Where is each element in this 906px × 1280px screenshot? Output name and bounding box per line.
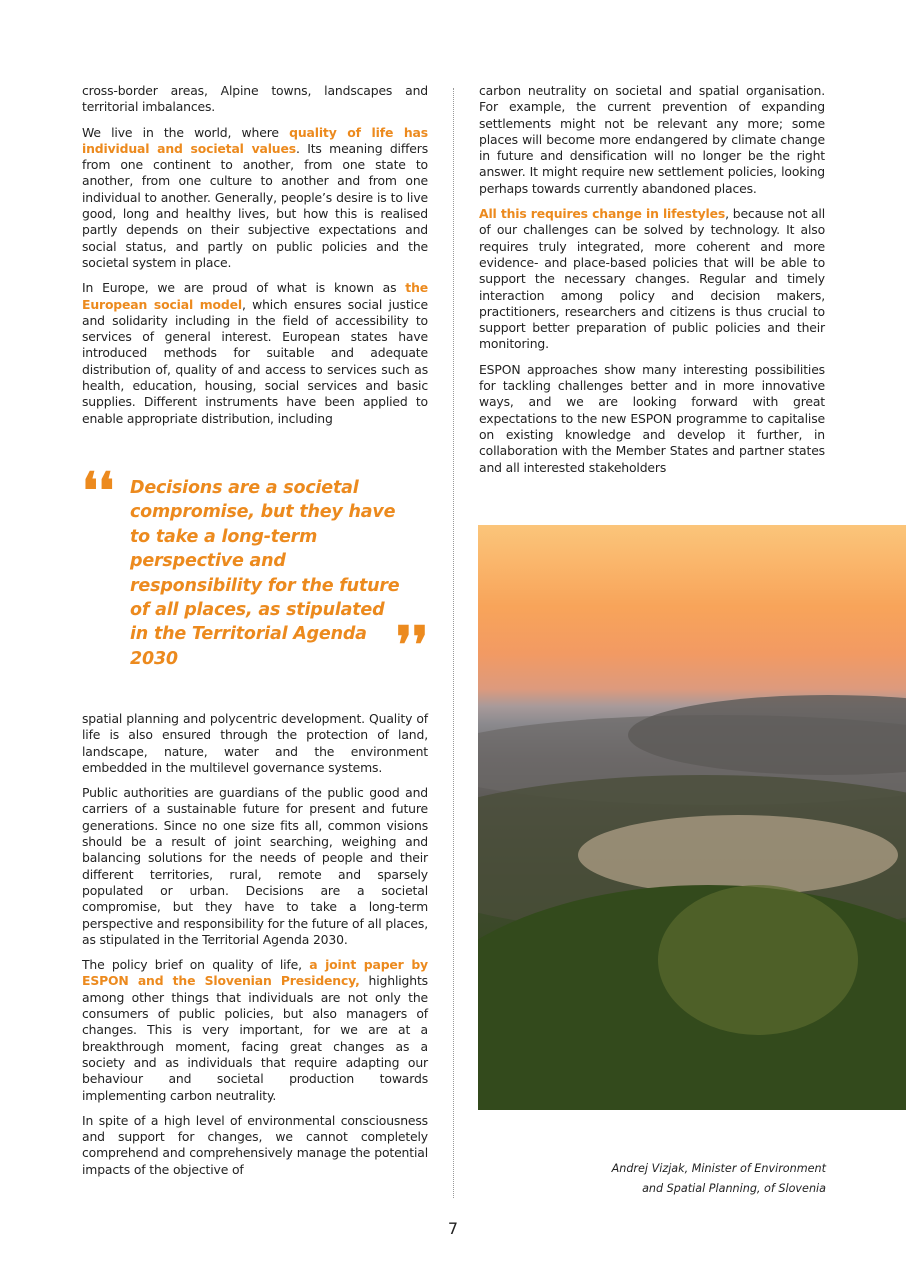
pull-quote — [82, 461, 432, 674]
text-run: The policy brief on quality of life, — [82, 957, 310, 973]
paragraph — [479, 362, 825, 476]
column-divider — [453, 88, 454, 1198]
highlighted-text: All this requires change in lifestyles — [479, 206, 726, 222]
pull-quote-text: Decisions are a societal compromise, but they have to take a long-term perspective and responsibility for the future of all places, as stipulated in the Territorial Agenda 2030 — [130, 478, 400, 669]
highlighted-text: quality of life has individual and societal values — [82, 124, 428, 156]
paragraph — [82, 125, 428, 272]
open-quote-icon: ❛❛ — [82, 461, 115, 520]
paragraph — [82, 280, 428, 427]
text-run: In Europe, we are proud of what is known as — [82, 280, 406, 296]
left-column-bottom — [82, 711, 428, 1187]
text-run: highlights among other things that individuals are not only the consumers of public policies, but also managers of changes. This is very important, for we are at a breakthrough moment, facing great changes as a society and as individuals that require adapting our behaviour and societal production towards implementing carbon neutrality. — [82, 973, 428, 1103]
text-run: In spite of a high level of environmental consciousness and support for changes, we cannot completely comprehend and comprehensively manage the potential impacts of the objective of — [82, 1112, 428, 1177]
photo-caption — [612, 1159, 826, 1199]
right-column — [479, 83, 825, 485]
paragraph — [82, 1113, 428, 1178]
text-run: , because not all of our challenges can be solved by technology. It also requires truly integrated, more coherent and more evidence- and place-based policies that will be able to support the necessary changes. Regular and timely interaction among policy and decision makers, practitioners, researchers and citizens is thus crucial to support better preparation of public policies and their monitoring. — [479, 206, 825, 352]
paragraph — [479, 83, 825, 197]
text-run: ESPON approaches show many interesting possibilities for tackling challenges better and in more innovative ways, and we are looking forward with great expectations to the new ESPON programme to capitalise on existing knowledge and develop it further, in collaboration with the Member States and partner states and all interested stakeholders — [479, 361, 825, 475]
highlighted-text: the European social model — [82, 280, 428, 312]
text-run: . Its meaning differs from one continent to another, from one state to another, from one culture to another and from one individual to another. Generally, people’s desire is to live good, long and healthy lives, but how this is realised partly depends on their subjective expectations and social status, and partly on public policies and the societal system in place. — [82, 140, 428, 270]
paragraph — [82, 957, 428, 1104]
text-run: spatial planning and polycentric development. Quality of life is also ensured through the protection of land, landscape, nature, water and the environment embedded in the multilevel governance systems. — [82, 711, 428, 775]
text-run: We live in the world, where — [82, 124, 290, 140]
paragraph — [479, 206, 825, 353]
text-run: Public authorities are guardians of the public good and carriers of a sustainable future for present and future generations. Since no one size fits all, common visions should be a result of joint searching, weighing and balancing solutions for the needs of people and their different territories, rural, remote and sparsely populated or urban. Decisions are a societal compromise, but they have to take a long-term perspective and responsibility for the future of all places, as stipulated in the Territorial Agenda 2030. — [82, 785, 428, 947]
caption-line-2: and Spatial Planning, of Slovenia — [642, 1182, 826, 1195]
page-number: 7 — [447, 1219, 459, 1238]
text-run: carbon neutrality on societal and spatial organisation. For example, the current prevention of expanding settlements might not be relevant any more; some places will become more endangered by climate change in future and densification will no longer be the right answer. It might require new settlement policies, looking perhaps towards currently abandoned places. — [479, 83, 825, 196]
text-run: cross-border areas, Alpine towns, landscapes and territorial imbalances. — [82, 83, 428, 115]
left-column-top — [82, 83, 428, 436]
landscape-photo — [478, 525, 906, 1110]
highlighted-text: a joint paper by ESPON and the Slovenian Presidency, — [82, 957, 428, 989]
paragraph — [82, 83, 428, 116]
caption-line-1: Andrej Vizjak, Minister of Environment — [611, 1162, 826, 1175]
paragraph — [82, 711, 428, 776]
paragraph — [82, 785, 428, 948]
close-quote-icon: ❜❜ — [396, 615, 429, 674]
text-run: , which ensures social justice and solidarity including in the field of accessibility to services of general interest. European states have introduced methods for suitable and adequate distribution of, quality of and access to services such as health, education, housing, social services and basic supplies. Different instruments have been applied to enable appropriate distribution, including — [82, 296, 428, 426]
